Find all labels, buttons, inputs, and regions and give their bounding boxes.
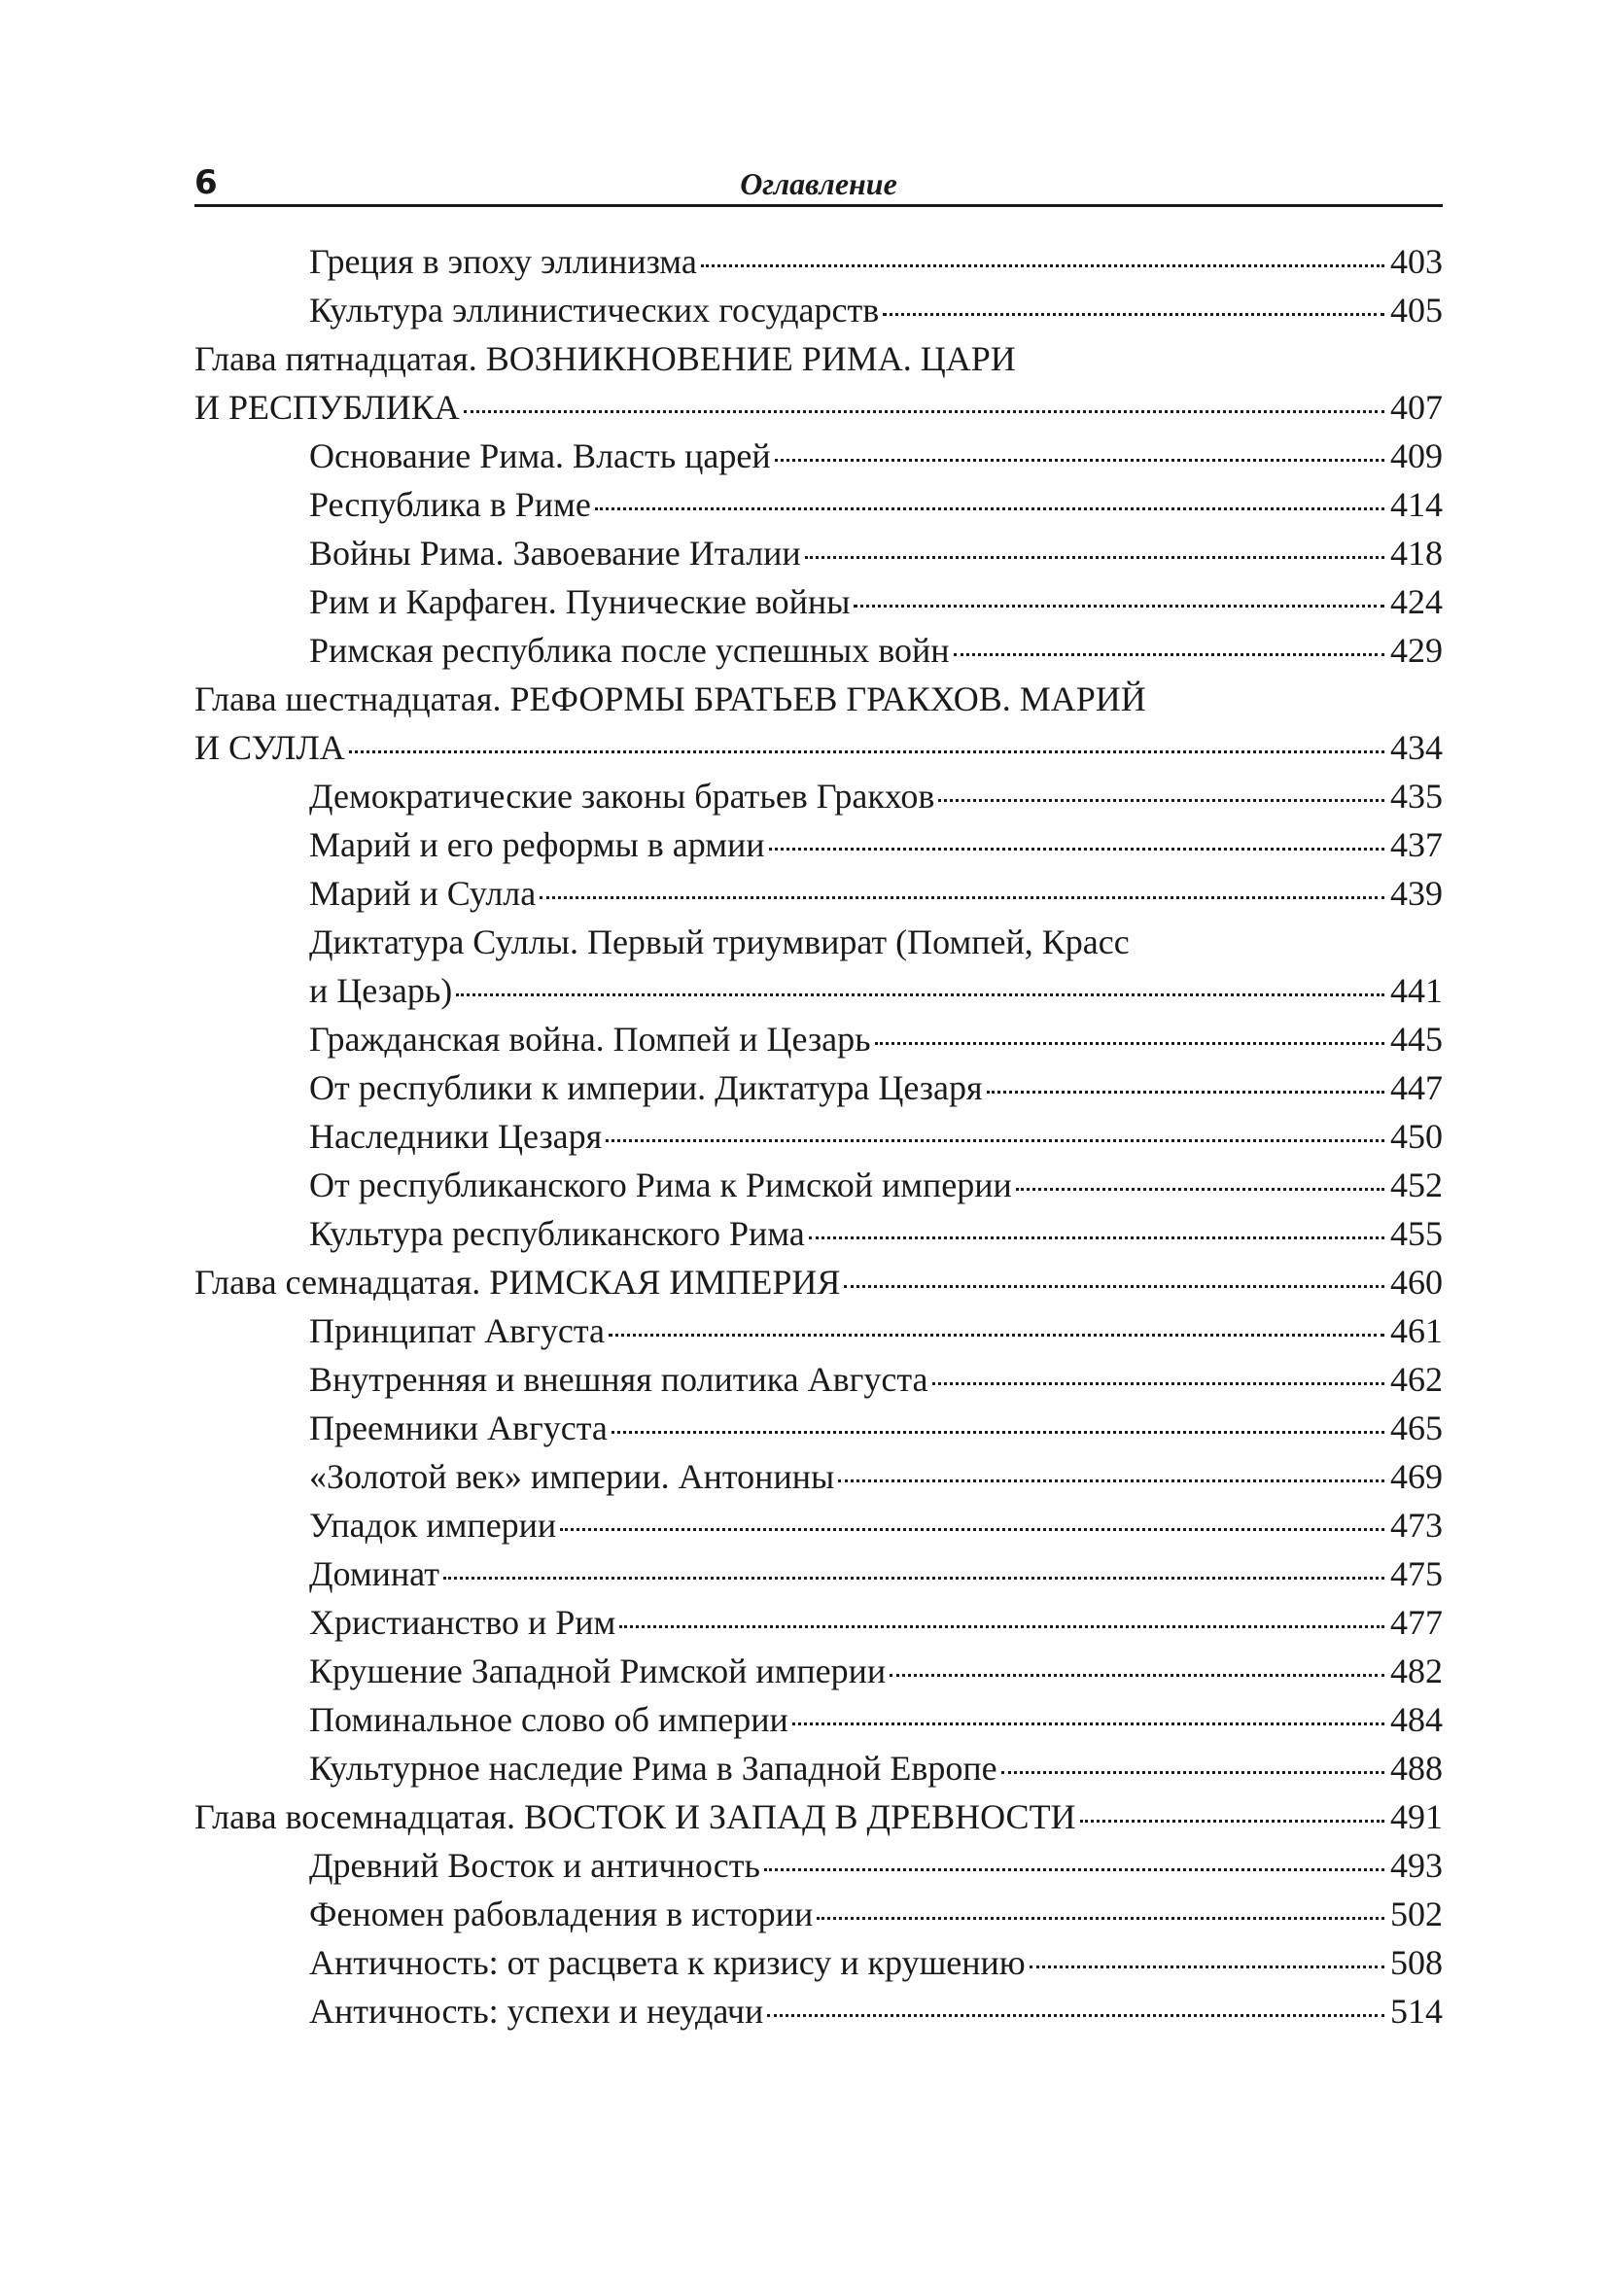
toc-entry-title: Гражданская война. Помпей и Цезарь — [309, 1020, 871, 1059]
toc-entry-title: И РЕСПУБЛИКА — [194, 388, 460, 427]
toc-entry — [194, 1647, 1443, 1695]
toc-entry — [194, 1306, 1443, 1355]
toc-entry — [194, 1063, 1443, 1112]
toc-entry-page: 469 — [1390, 1457, 1443, 1496]
toc-entry-page: 493 — [1390, 1846, 1443, 1885]
toc-entry — [194, 1987, 1443, 2035]
dot-leader — [809, 1236, 1384, 1239]
toc-entry-title: Марий и его реформы в армии — [309, 825, 765, 864]
toc-entry — [194, 1695, 1443, 1744]
dot-leader — [701, 264, 1384, 267]
dot-leader — [854, 605, 1384, 608]
toc-entry-page: 403 — [1390, 242, 1443, 281]
toc-entry-page: 418 — [1390, 534, 1443, 573]
toc-entry-title: Преемники Августа — [309, 1409, 608, 1447]
toc-entry — [194, 1452, 1443, 1501]
dot-leader — [1080, 1820, 1384, 1823]
toc-entry-page: 424 — [1390, 582, 1443, 621]
toc-entry-title: Глава семнадцатая. РИМСКАЯ ИМПЕРИЯ — [194, 1263, 841, 1302]
toc-entry-page: 439 — [1390, 874, 1443, 913]
toc-entry-page: 455 — [1390, 1214, 1443, 1253]
toc-entry-title: Античность: от расцвета к кризису и крушению — [309, 1943, 1026, 1982]
dot-leader — [938, 799, 1384, 802]
toc-entry — [194, 1841, 1443, 1890]
dot-leader — [560, 1528, 1384, 1531]
toc-entry-title: От республиканского Рима к Римской империи — [309, 1165, 1012, 1204]
toc-entry — [194, 869, 1443, 918]
toc-chapter — [194, 1258, 1443, 1306]
dot-leader — [932, 1382, 1384, 1385]
running-title: Оглавление — [740, 166, 897, 201]
toc-entry — [194, 1161, 1443, 1209]
toc-entry-page: 475 — [1390, 1554, 1443, 1593]
toc-chapter — [194, 723, 1443, 772]
toc-entry — [194, 1404, 1443, 1452]
toc-entry — [194, 1015, 1443, 1063]
page-number: 6 — [194, 163, 218, 202]
toc-entry-title: Крушение Западной Римской империи — [309, 1652, 887, 1690]
dot-leader — [443, 1577, 1384, 1580]
toc-entry-page: 407 — [1390, 388, 1443, 427]
dot-leader — [606, 1139, 1384, 1142]
toc-chapter — [194, 383, 1443, 432]
dot-leader — [595, 507, 1384, 510]
toc-entry-page: 465 — [1390, 1409, 1443, 1447]
toc-entry-title: Поминальное слово об империи — [309, 1700, 788, 1739]
dot-leader — [844, 1285, 1384, 1288]
dot-leader — [464, 410, 1384, 413]
toc-entry-page: 434 — [1390, 728, 1443, 767]
dot-leader — [838, 1479, 1384, 1482]
dot-leader — [805, 556, 1384, 559]
toc-entry-page: 508 — [1390, 1943, 1443, 1982]
toc-entry-page: 482 — [1390, 1652, 1443, 1690]
toc-entry-title: Культура эллинистических государств — [309, 291, 880, 330]
toc-entry-page: 447 — [1390, 1068, 1443, 1107]
toc-entry — [194, 577, 1443, 626]
dot-leader — [349, 750, 1384, 753]
dot-leader — [619, 1625, 1384, 1628]
toc-entry-title: Глава восемнадцатая. ВОСТОК И ЗАПАД В ДРЕВНОСТИ — [194, 1797, 1076, 1836]
dot-leader — [1030, 1966, 1384, 1968]
dot-leader — [767, 2014, 1384, 2017]
toc-entry-page: 441 — [1390, 971, 1443, 1010]
dot-leader — [540, 896, 1384, 899]
toc-entry-page: 409 — [1390, 436, 1443, 475]
toc-entry-title: Принципат Августа — [309, 1311, 605, 1350]
dot-leader — [609, 1334, 1384, 1337]
toc-entry — [194, 286, 1443, 334]
toc-entry — [194, 237, 1443, 286]
toc-entry-title: Основание Рима. Власть царей — [309, 436, 771, 475]
toc-entry-title: И СУЛЛА — [194, 728, 345, 767]
toc-entry — [194, 1938, 1443, 1987]
toc-entry — [194, 1355, 1443, 1404]
toc-entry-title: Республика в Риме — [309, 485, 591, 524]
toc-entry — [194, 772, 1443, 820]
toc-chapter — [194, 1792, 1443, 1841]
toc-entry-page: 491 — [1390, 1797, 1443, 1836]
toc-entry-line1: Диктатура Суллы. Первый триумвират (Помпей, Красс — [309, 922, 1130, 961]
dot-leader — [792, 1722, 1384, 1725]
toc-entry-title: «Золотой век» империи. Антонины — [309, 1457, 835, 1496]
toc-entry-page: 462 — [1390, 1360, 1443, 1399]
toc-entry-title: Культурное наследие Рима в Западной Европе — [309, 1749, 997, 1788]
toc-entry — [194, 1112, 1443, 1161]
toc-entry-page: 460 — [1390, 1263, 1443, 1302]
toc-entry — [194, 1549, 1443, 1598]
toc-entry — [194, 432, 1443, 480]
toc-entry-title: Греция в эпоху эллинизма — [309, 242, 697, 281]
toc-entry-title: Культура республиканского Рима — [309, 1214, 805, 1253]
toc-entry — [194, 1501, 1443, 1549]
toc-entry-page: 461 — [1390, 1311, 1443, 1350]
table-of-contents — [194, 237, 1443, 2035]
toc-entry — [194, 1890, 1443, 1938]
toc-entry-title: Упадок империи — [309, 1506, 557, 1545]
dot-leader — [954, 653, 1384, 656]
toc-entry-page: 452 — [1390, 1165, 1443, 1204]
dot-leader — [769, 848, 1384, 851]
toc-entry-title: и Цезарь) — [309, 971, 453, 1010]
toc-entry-title: Христианство и Рим — [309, 1603, 616, 1642]
dot-leader — [612, 1431, 1384, 1434]
dot-leader — [775, 459, 1384, 462]
toc-entry-title: Марий и Сулла — [309, 874, 537, 913]
toc-entry-page: 488 — [1390, 1749, 1443, 1788]
toc-entry-title: Древний Восток и античность — [309, 1846, 760, 1885]
toc-chapter-line1: Глава пятнадцатая. ВОЗНИКНОВЕНИЕ РИМА. ЦАРИ — [194, 339, 1016, 378]
toc-entry — [194, 1744, 1443, 1792]
toc-entry — [194, 966, 1443, 1015]
toc-entry-title: Римская республика после успешных войн — [309, 631, 950, 670]
toc-entry-title: Внутренняя и внешняя политика Августа — [309, 1360, 928, 1399]
toc-entry-page: 450 — [1390, 1117, 1443, 1156]
dot-leader — [1001, 1771, 1384, 1774]
toc-entry-title: Демократические законы братьев Гракхов — [309, 777, 935, 816]
toc-entry — [194, 1598, 1443, 1647]
toc-entry — [194, 626, 1443, 675]
toc-entry-title: От республики к империи. Диктатура Цезаря — [309, 1068, 983, 1107]
toc-entry-page: 502 — [1390, 1895, 1443, 1933]
toc-entry-page: 484 — [1390, 1700, 1443, 1739]
running-header — [194, 163, 1443, 207]
toc-entry-title: Войны Рима. Завоевание Италии — [309, 534, 801, 573]
toc-entry-page: 414 — [1390, 485, 1443, 524]
toc-entry — [194, 820, 1443, 869]
toc-entry-page: 514 — [1390, 1992, 1443, 2031]
toc-entry-title: Рим и Карфаген. Пунические войны — [309, 582, 851, 621]
toc-entry-title: Наследники Цезаря — [309, 1117, 603, 1156]
toc-entry-title: Античность: успехи и неудачи — [309, 1992, 764, 2031]
toc-entry-page: 437 — [1390, 825, 1443, 864]
toc-entry-title: Доминат — [309, 1554, 439, 1593]
toc-entry-page: 477 — [1390, 1603, 1443, 1642]
dot-leader — [456, 993, 1384, 996]
dot-leader — [817, 1917, 1384, 1920]
dot-leader — [987, 1091, 1384, 1094]
toc-entry — [194, 1209, 1443, 1258]
toc-entry-page: 445 — [1390, 1020, 1443, 1059]
toc-entry-page: 429 — [1390, 631, 1443, 670]
dot-leader — [890, 1674, 1384, 1677]
toc-entry-page: 473 — [1390, 1506, 1443, 1545]
toc-chapter-line1: Глава шестнадцатая. РЕФОРМЫ БРАТЬЕВ ГРАКХОВ. МАРИЙ — [194, 679, 1146, 718]
toc-entry — [194, 480, 1443, 529]
dot-leader — [1016, 1188, 1384, 1191]
toc-entry-page: 405 — [1390, 291, 1443, 330]
toc-entry-page: 435 — [1390, 777, 1443, 816]
dot-leader — [883, 313, 1384, 316]
toc-entry — [194, 529, 1443, 577]
toc-entry-title: Феномен рабовладения в истории — [309, 1895, 814, 1933]
dot-leader — [764, 1868, 1384, 1871]
dot-leader — [875, 1042, 1384, 1045]
